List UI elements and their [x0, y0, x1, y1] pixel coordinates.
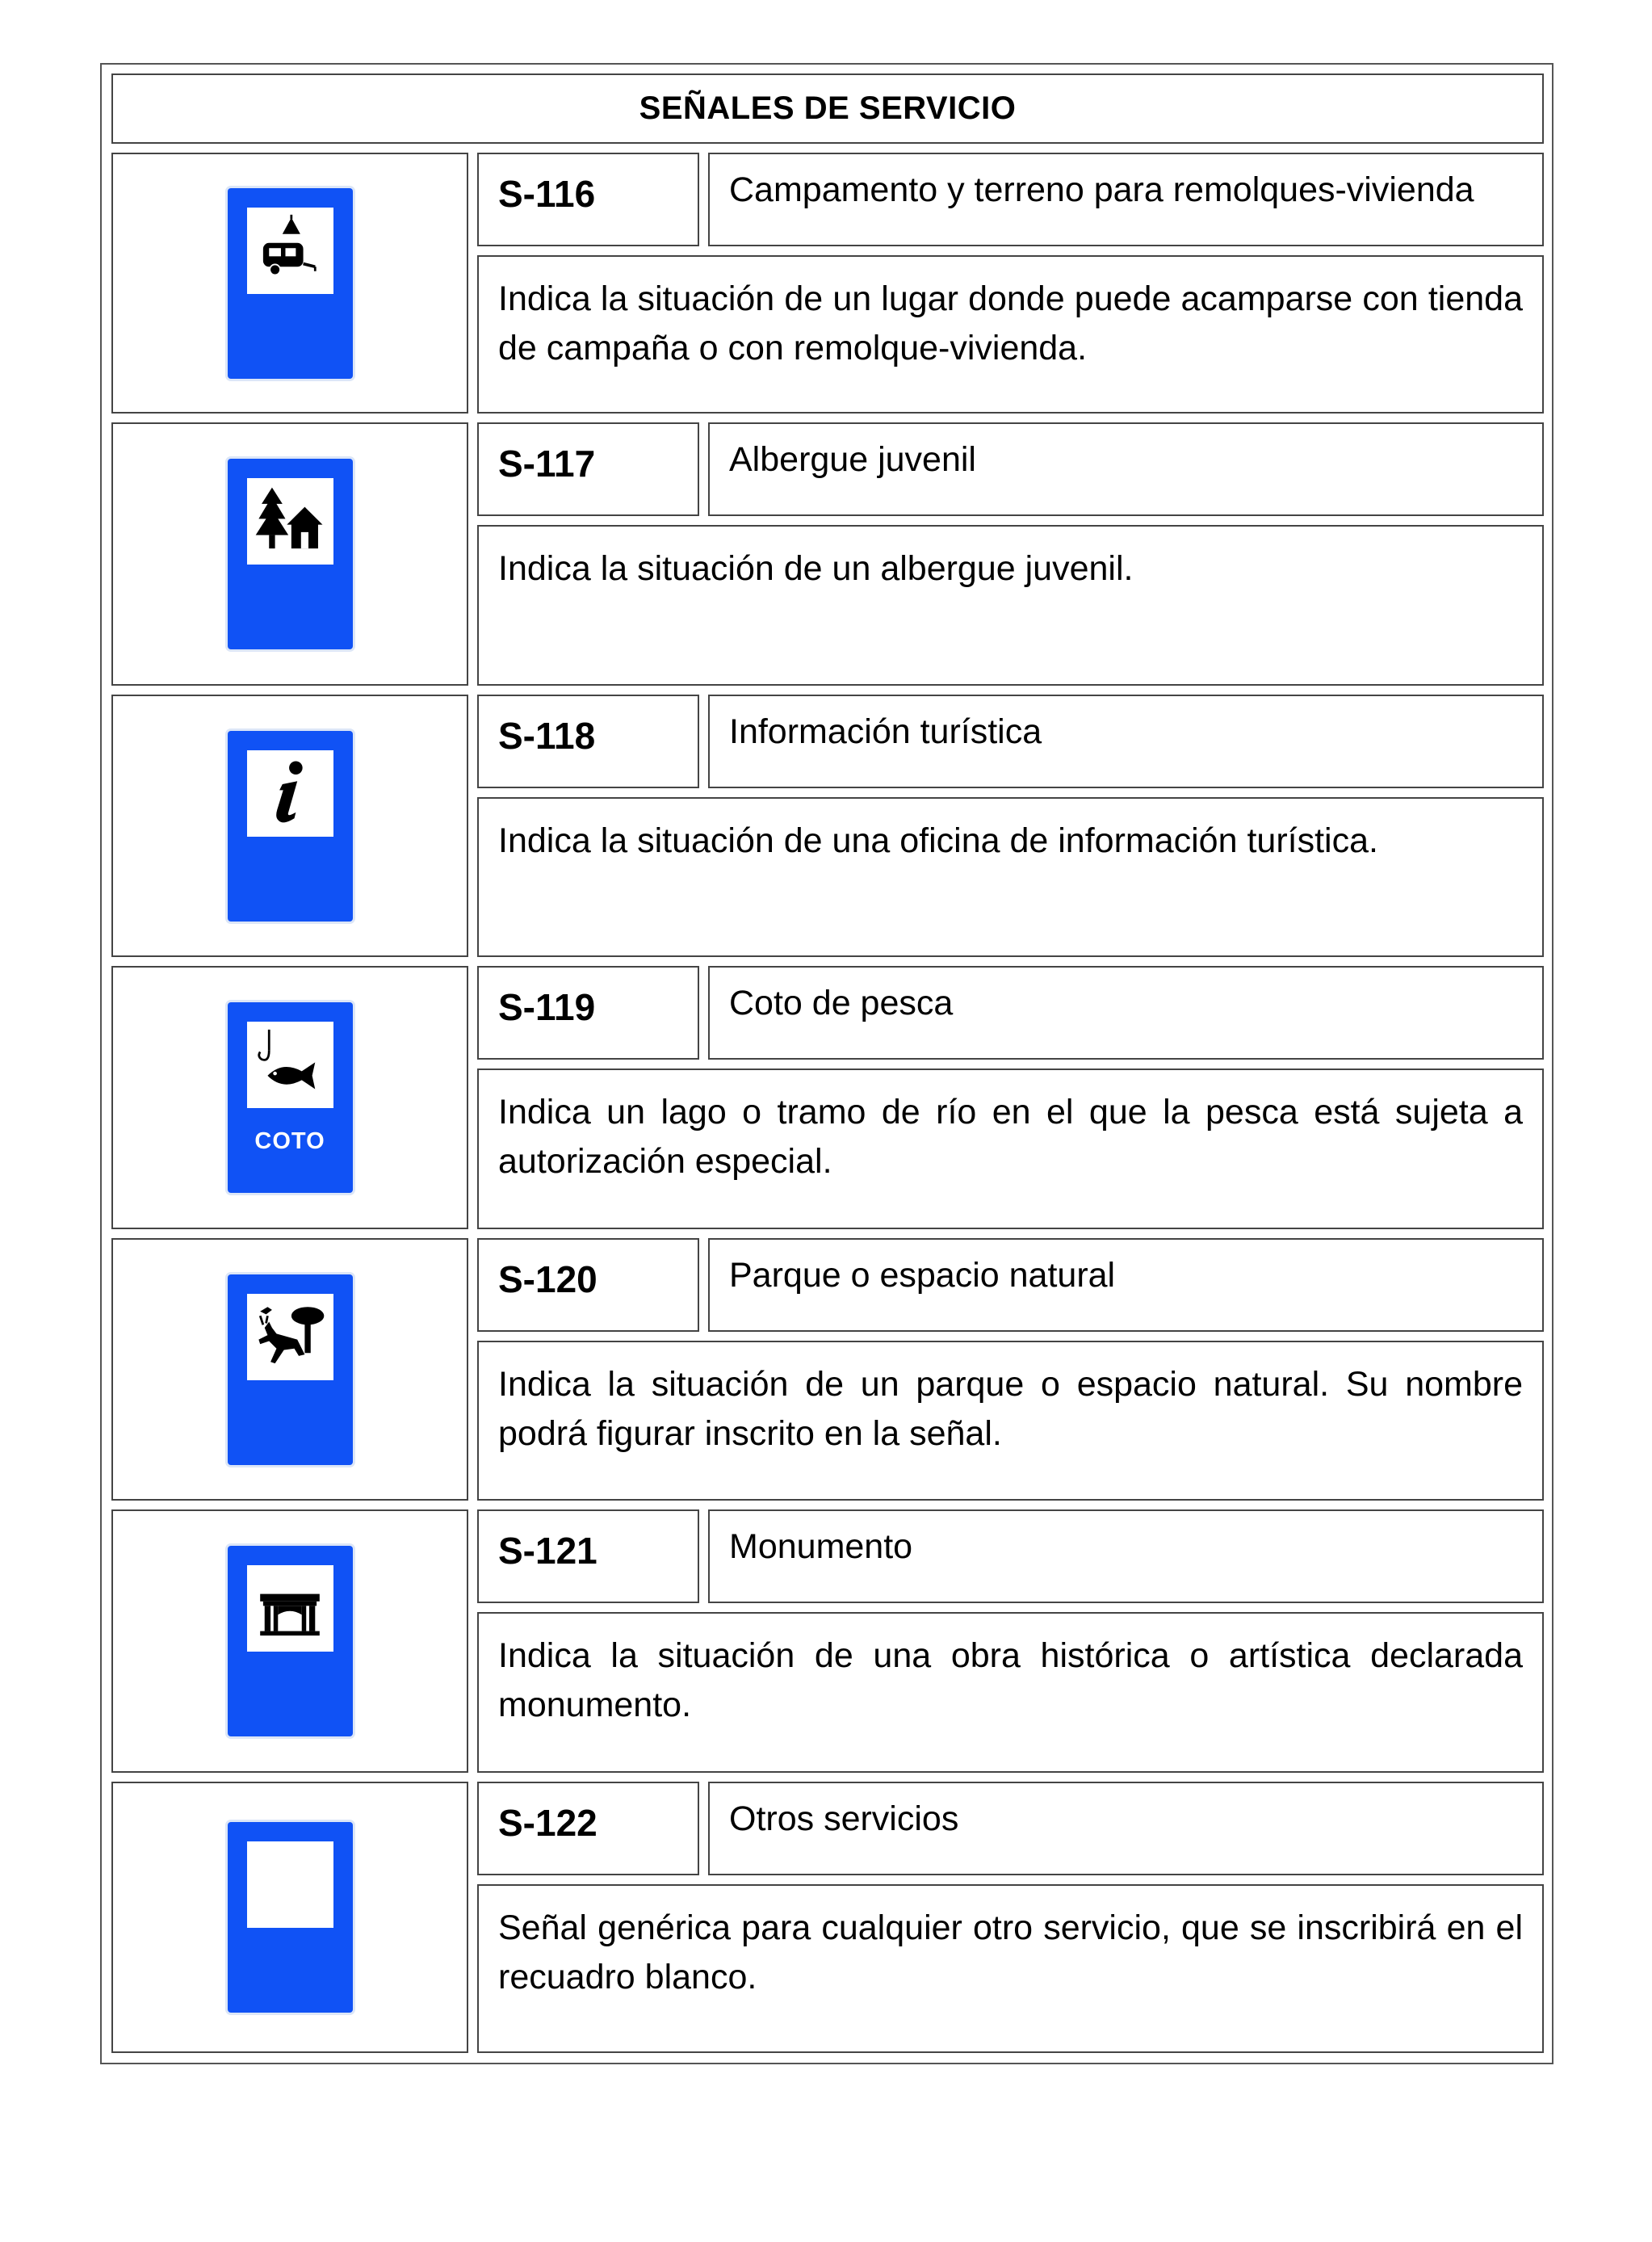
info-icon [253, 756, 327, 830]
sign-name: Coto de pesca [708, 966, 1544, 1060]
sign-name: Información turística [708, 695, 1544, 788]
deer-tree-icon [253, 1299, 327, 1374]
sign-s121 [228, 1546, 353, 1736]
sign-description: Indica la situación de un lugar donde puede acamparse con tienda de campaña o con remolque-vivienda. [477, 255, 1544, 414]
sign-cell [111, 1238, 468, 1501]
sign-code: S-118 [477, 695, 699, 788]
monument-arch-icon [253, 1572, 327, 1646]
sign-name: Otros servicios [708, 1782, 1544, 1875]
sign-s117 [228, 459, 353, 649]
sign-s119 [228, 1002, 353, 1193]
sign-code: S-122 [477, 1782, 699, 1875]
page-title: SEÑALES DE SERVICIO [111, 73, 1544, 144]
sign-caption: COTO [254, 1128, 325, 1154]
sign-description: Indica la situación de una oficina de información turística. [477, 797, 1544, 957]
sign-description: Indica la situación de una obra histórica o artística declarada monumento. [477, 1612, 1544, 1773]
sign-cell [111, 1782, 468, 2053]
sign-code: S-121 [477, 1509, 699, 1603]
sign-cell [111, 422, 468, 686]
blank-square-icon [247, 1841, 333, 1928]
sign-s116 [228, 188, 353, 379]
sign-name: Campamento y terreno para remolques-vivienda [708, 153, 1544, 246]
sign-s120 [228, 1274, 353, 1465]
sign-cell [111, 966, 468, 1229]
sign-description: Indica la situación de un parque o espacio natural. Su nombre podrá figurar inscrito en la señal. [477, 1341, 1544, 1501]
sign-description: Indica la situación de un albergue juvenil. [477, 525, 1544, 686]
camping-caravan-icon [253, 213, 327, 288]
sign-cell [111, 153, 468, 414]
tree-house-icon [253, 485, 327, 559]
sign-code: S-119 [477, 966, 699, 1060]
sign-description: Señal genérica para cualquier otro servicio, que se inscribirá en el recuadro blanco. [477, 1884, 1544, 2053]
sign-code: S-116 [477, 153, 699, 246]
sign-code: S-120 [477, 1238, 699, 1332]
sign-name: Parque o espacio natural [708, 1238, 1544, 1332]
sign-code: S-117 [477, 422, 699, 516]
sign-s118 [228, 731, 353, 922]
sign-name: Monumento [708, 1509, 1544, 1603]
fish-hook-icon [253, 1028, 327, 1102]
sign-name: Albergue juvenil [708, 422, 1544, 516]
sign-s122 [228, 1822, 353, 2013]
sign-cell [111, 695, 468, 957]
sign-description: Indica un lago o tramo de río en el que la pesca está sujeta a autorización especial. [477, 1069, 1544, 1229]
sign-cell [111, 1509, 468, 1773]
